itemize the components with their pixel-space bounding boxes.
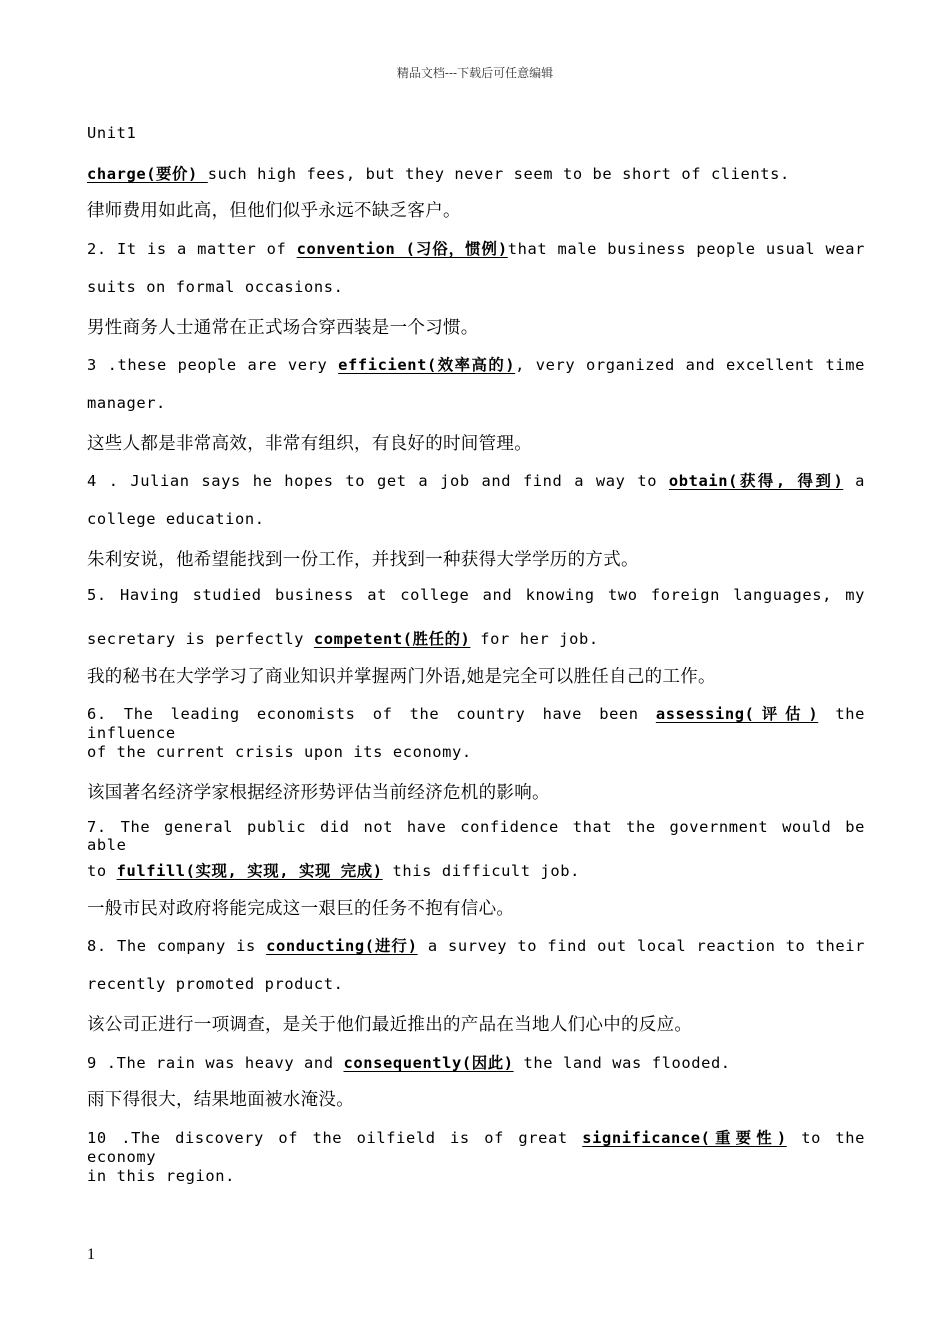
- sentence-text: 4 . Julian says he hopes to get a job and find a way to: [87, 472, 669, 490]
- sentence-text: 5. Having studied business at college and knowing two foreign languages, my: [87, 586, 865, 604]
- sentence-text: a: [843, 472, 866, 490]
- translation-5: 我的秘书在大学学习了商业知识并掌握两门外语,她是完全可以胜任自己的工作。: [87, 667, 716, 687]
- vocabulary-keyword: efficient(效率高的): [338, 356, 516, 374]
- translation-8: 该公司正进行一项调查，是关于他们最近推出的产品在当地人们心中的反应。: [87, 1015, 693, 1035]
- sentence-text: a survey to find out local reaction to their: [417, 937, 866, 955]
- sentence-text: the land was flooded.: [513, 1054, 731, 1072]
- translation-2: 男性商务人士通常在正式场合穿西装是一个习惯。: [87, 318, 479, 338]
- sentence-10-line-1: [87, 1126, 865, 1166]
- sentence-text: college education.: [87, 510, 265, 528]
- sentence-2-line-2: [87, 278, 865, 296]
- sentence-text: to the economy: [87, 1129, 865, 1166]
- sentence-text: such high fees, but they never seem to be short of clients.: [207, 165, 790, 183]
- sentence-10-line-2: [87, 1167, 865, 1185]
- sentence-text: suits on formal occasions.: [87, 278, 344, 296]
- translation-4: 朱利安说，他希望能找到一份工作，并找到一种获得大学学历的方式。: [87, 550, 639, 570]
- sentence-text: 9 .The rain was heavy and: [87, 1054, 344, 1072]
- sentence-text: , very organized and excellent time: [515, 356, 865, 374]
- vocabulary-keyword: assessing(评估): [655, 705, 819, 723]
- sentence-7-line-1: [87, 818, 865, 854]
- vocabulary-keyword: significance(重要性): [582, 1129, 787, 1147]
- sentence-text: to: [87, 862, 117, 880]
- sentence-7-line-2: [87, 859, 865, 881]
- translation-9: 雨下得很大，结果地面被水淹没。: [87, 1090, 354, 1110]
- translation-3: 这些人都是非常高效，非常有组织，有良好的时间管理。: [87, 434, 532, 454]
- sentence-text: the influence: [87, 705, 865, 742]
- vocabulary-keyword: fulfill(实现, 实现, 实现 完成): [116, 862, 383, 880]
- sentence-6-line-2: [87, 743, 865, 761]
- sentence-3-line-1: [87, 353, 865, 375]
- sentence-text: 10 .The discovery of the oilfield is of great: [87, 1129, 583, 1147]
- translation-6: 该国著名经济学家根据经济形势评估当前经济危机的影响。: [87, 783, 550, 803]
- sentence-text: manager.: [87, 394, 166, 412]
- sentence-text: of the current crisis upon its economy.: [87, 743, 472, 761]
- sentence-text: recently promoted product.: [87, 975, 344, 993]
- vocabulary-keyword: convention (习俗，惯例): [296, 240, 508, 258]
- sentence-5-line-2: [87, 627, 865, 649]
- sentence-text: in this region.: [87, 1167, 235, 1185]
- sentence-text: secretary is perfectly: [87, 630, 314, 648]
- vocabulary-keyword: obtain(获得, 得到): [668, 472, 844, 490]
- sentence-4-line-1: [87, 469, 865, 491]
- page-header: 精品文档---下载后可任意编辑: [396, 66, 554, 80]
- vocabulary-keyword: consequently(因此): [343, 1054, 514, 1072]
- sentence-text: this difficult job.: [382, 862, 580, 880]
- translation-7: 一般市民对政府将能完成这一艰巨的任务不抱有信心。: [87, 899, 515, 919]
- sentence-6-line-1: [87, 702, 865, 742]
- unit-title: Unit1: [87, 124, 137, 142]
- sentence-8-line-2: [87, 975, 865, 993]
- sentence-4-line-2: [87, 510, 865, 528]
- sentence-9-line-1: [87, 1051, 865, 1073]
- vocabulary-keyword: conducting(进行): [266, 937, 418, 955]
- vocabulary-keyword: charge(要价): [87, 165, 208, 183]
- translation-1: 律师费用如此高，但他们似乎永远不缺乏客户。: [87, 201, 461, 221]
- sentence-text: that male business people usual wear: [507, 240, 865, 258]
- sentence-5-line-1: [87, 586, 865, 604]
- sentence-3-line-2: [87, 394, 865, 412]
- vocabulary-keyword: competent(胜任的): [313, 630, 471, 648]
- page-number: 1: [87, 1246, 95, 1263]
- sentence-text: 8. The company is: [87, 937, 267, 955]
- sentence-text: 7. The general public did not have confidence that the government would be able: [87, 818, 865, 854]
- sentence-text: 2. It is a matter of: [87, 240, 297, 258]
- sentence-text: 3 .these people are very: [87, 356, 339, 374]
- sentence-2-line-1: [87, 237, 865, 259]
- sentence-8-line-1: [87, 934, 865, 956]
- sentence-1-line-1: [87, 162, 865, 184]
- sentence-text: 6. The leading economists of the country have been: [87, 705, 656, 723]
- sentence-text: for her job.: [470, 630, 599, 648]
